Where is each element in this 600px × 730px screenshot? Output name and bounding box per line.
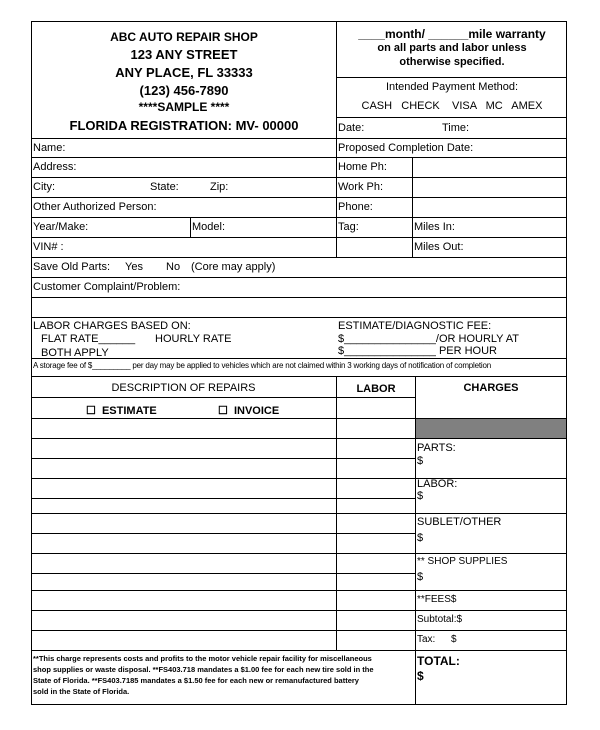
sublet-other-value[interactable]: $ — [417, 532, 424, 544]
city-field[interactable]: City: — [33, 181, 55, 193]
model-field[interactable]: Model: — [192, 221, 226, 233]
repairs-row-line — [31, 610, 567, 611]
labor-header: LABOR — [356, 383, 396, 395]
storage-fee-note: A storage fee of $_________ per day may be applied to vehicles which are not claimed within 3 working days of notification of completion — [33, 361, 491, 370]
row-line — [31, 297, 567, 298]
time-label[interactable]: Time: — [442, 122, 470, 134]
save-old-parts-label: Save Old Parts: — [33, 261, 111, 273]
zip-field[interactable]: Zip: — [210, 181, 229, 193]
shop-supplies-label: ** SHOP SUPPLIES — [417, 556, 508, 567]
form-border-top — [31, 21, 567, 22]
labor-charges-title: LABOR CHARGES BASED ON: — [33, 320, 191, 332]
year-make-field[interactable]: Year/Make: — [33, 221, 89, 233]
repairs-row-line — [31, 533, 416, 534]
column-divider — [336, 138, 337, 258]
repairs-row-line — [31, 513, 567, 514]
shop-city: ANY PLACE, FL 33333 — [115, 65, 253, 80]
estimate-checkbox[interactable]: ☐ ESTIMATE — [86, 405, 157, 417]
repairs-row-line — [31, 573, 416, 574]
home-phone-field[interactable]: Home Ph: — [338, 161, 387, 173]
charges-shaded-bar — [416, 419, 566, 438]
shop-phone: (123) 456-7890 — [139, 83, 229, 98]
footnote-line-1: **This charge represents costs and profits to the motor vehicle repair facility for miscellaneous — [33, 654, 372, 663]
row-line — [31, 217, 567, 218]
charges-header: CHARGES — [463, 382, 519, 394]
work-phone-field[interactable]: Work Ph: — [338, 181, 384, 193]
invoice-checkbox[interactable]: ☐ INVOICE — [218, 405, 280, 417]
sublet-other-label: SUBLET/OTHER — [417, 516, 502, 528]
flat-rate-option[interactable]: FLAT RATE______ — [41, 333, 136, 345]
proposed-completion-field[interactable]: Proposed Completion Date: — [338, 142, 474, 154]
repairs-header-line — [31, 397, 416, 398]
row-line — [31, 157, 567, 158]
miles-out-field[interactable]: Miles Out: — [414, 241, 464, 253]
row-line — [31, 376, 567, 377]
other-authorized-person-field[interactable]: Other Authorized Person: — [33, 201, 157, 213]
labor-charge-label: LABOR: — [417, 478, 458, 490]
labor-charge-value[interactable]: $ — [417, 490, 424, 502]
row-line — [31, 197, 567, 198]
footnote-line-4: sold in the State of Florida. — [33, 687, 130, 696]
labor-column-divider — [336, 376, 337, 651]
row-line — [31, 257, 567, 258]
date-label[interactable]: Date: — [338, 122, 365, 134]
save-old-parts-yes[interactable]: Yes — [125, 261, 143, 273]
payment-methods[interactable]: CASH CHECK VISA MC AMEX — [361, 100, 543, 112]
form-border-bottom — [31, 704, 567, 705]
column-divider — [190, 217, 191, 238]
parts-charge-value[interactable]: $ — [417, 455, 424, 467]
miles-in-field[interactable]: Miles In: — [414, 221, 455, 233]
row-line — [31, 317, 567, 318]
name-field[interactable]: Name: — [33, 142, 66, 154]
repairs-row-line — [31, 590, 567, 591]
repairs-row-line — [31, 498, 416, 499]
form-border-right — [566, 21, 567, 705]
repairs-row-line — [31, 553, 567, 554]
warranty-line-1: ____month/ ______mile warranty — [358, 27, 546, 41]
row-line — [31, 358, 567, 359]
parts-charge-label: PARTS: — [417, 442, 456, 454]
shop-supplies-value[interactable]: $ — [417, 571, 424, 583]
phone-field[interactable]: Phone: — [338, 201, 373, 213]
tax-value[interactable]: $ — [451, 634, 457, 645]
tax-label: Tax: — [417, 634, 436, 645]
tag-field[interactable]: Tag: — [338, 221, 359, 233]
customer-complaint-field[interactable]: Customer Complaint/Problem: — [33, 281, 181, 293]
subtotal-field[interactable]: Subtotal:$ — [417, 614, 463, 625]
warranty-line-3: otherwise specified. — [399, 56, 505, 68]
repairs-row-line — [31, 478, 567, 479]
estimate-fee-line-1[interactable]: $_______________/OR HOURLY AT — [338, 333, 520, 345]
row-line — [31, 237, 567, 238]
warranty-bottom-line — [336, 77, 566, 78]
shop-street: 123 ANY STREET — [130, 47, 238, 62]
repairs-row-line — [31, 650, 567, 651]
state-field[interactable]: State: — [150, 181, 179, 193]
save-old-parts-no[interactable]: No — [166, 261, 181, 273]
form-border-left — [31, 21, 32, 705]
row-line — [31, 277, 567, 278]
hourly-rate-option[interactable]: HOURLY RATE — [155, 333, 232, 345]
vin-field[interactable]: VIN# : — [33, 241, 64, 253]
footnote-line-3: State of Florida. **FS403.7185 mandates a $1.50 fee for each new or remanufactured battery — [33, 676, 359, 685]
header-bottom-line — [31, 138, 567, 139]
estimate-fee-title: ESTIMATE/DIAGNOSTIC FEE: — [338, 320, 492, 332]
core-note: (Core may apply) — [191, 261, 276, 273]
address-field[interactable]: Address: — [33, 161, 77, 173]
estimate-fee-line-2[interactable]: $_______________ PER HOUR — [338, 345, 498, 357]
warranty-line-2: on all parts and labor unless — [377, 42, 527, 54]
shop-name: ABC AUTO REPAIR SHOP — [110, 30, 258, 44]
both-apply-option[interactable]: BOTH APPLY — [41, 347, 109, 359]
repairs-row-line — [31, 438, 567, 439]
total-value[interactable]: $ — [417, 669, 424, 683]
fees-field[interactable]: **FEES$ — [417, 594, 457, 605]
description-of-repairs-header: DESCRIPTION OF REPAIRS — [111, 382, 256, 394]
florida-registration: FLORIDA REGISTRATION: MV- 00000 — [69, 118, 299, 133]
payment-method-title: Intended Payment Method: — [385, 81, 519, 93]
header-divider — [336, 21, 337, 138]
sample-label: ****SAMPLE **** — [138, 100, 230, 114]
total-label: TOTAL: — [417, 654, 460, 668]
column-divider — [412, 157, 413, 258]
row-line — [31, 177, 567, 178]
repairs-row-line — [31, 458, 416, 459]
payment-bottom-line — [336, 117, 566, 118]
repairs-row-line — [31, 630, 567, 631]
footnote-line-2: shop supplies or waste disposal. **FS403.718 mandates a $1.00 fee for each new tire sold in the — [33, 665, 374, 674]
